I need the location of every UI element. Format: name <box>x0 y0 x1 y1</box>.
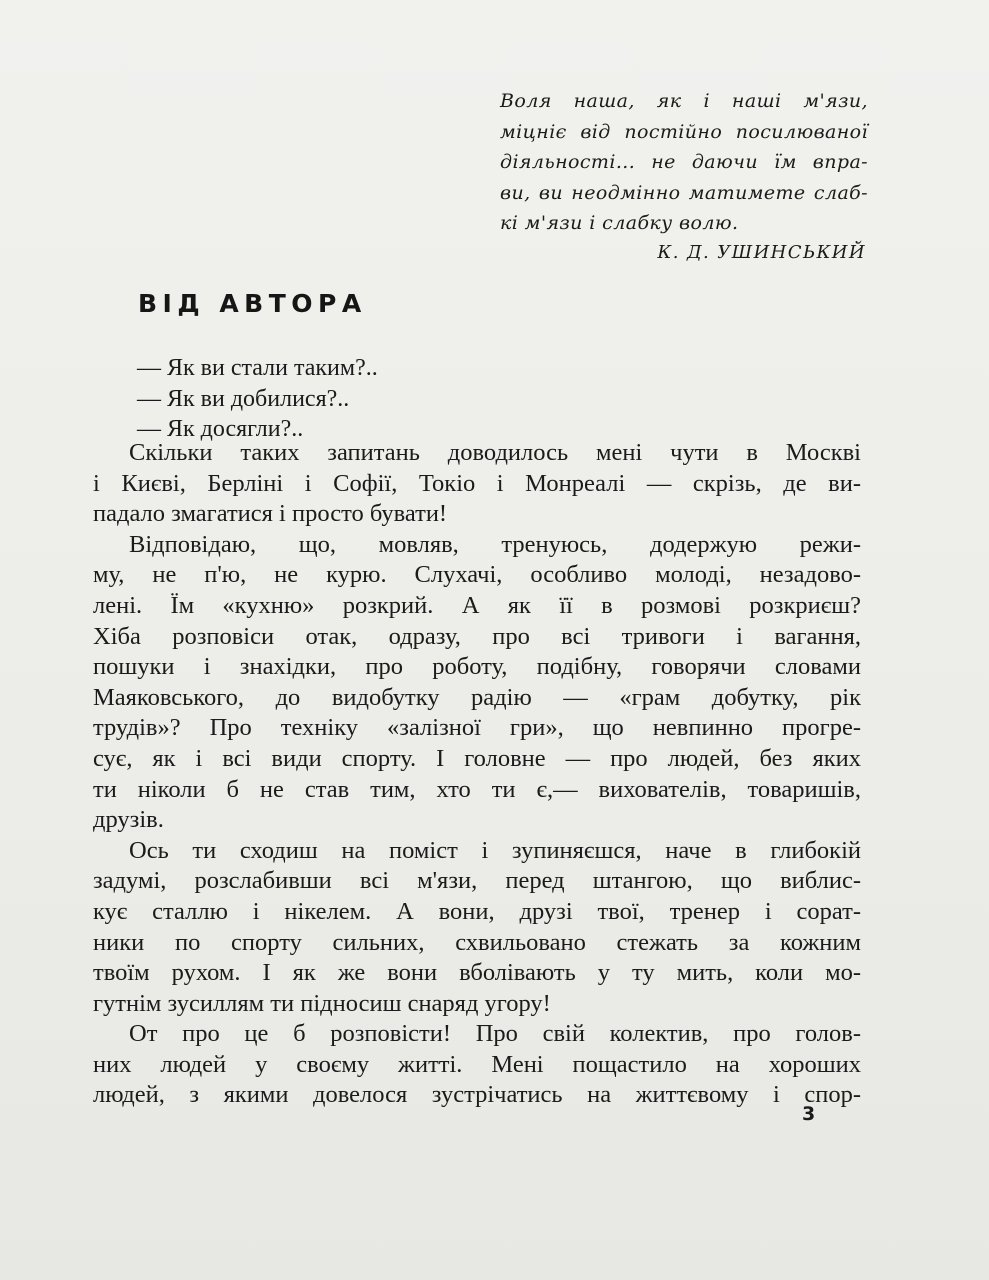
epigraph-line: діяльності... не даючи їм впра- <box>500 151 868 173</box>
dialog-lines <box>137 353 378 445</box>
page-number: 3 <box>802 1103 816 1125</box>
text-line: трудів»? Про техніку «залізної гри», що невпинно прогре- <box>93 714 861 742</box>
text-line: і Києві, Берліні і Софії, Токіо і Монреалі — скрізь, де ви- <box>93 469 861 497</box>
text-line: ти ніколи б не став тим, хто ти є,— вихователів, товаришів, <box>93 775 861 803</box>
text-line: От про це б розповісти! Про свій колектив, про голов- <box>129 1020 861 1048</box>
text-line: людей, з якими довелося зустрічатись на життєвому і спор- <box>93 1081 861 1109</box>
text-line: му, не п'ю, не курю. Слухачі, особливо молоді, незадово- <box>93 561 861 589</box>
text-line: Хіба розповіси отак, одразу, про всі тривоги і вагання, <box>93 622 861 650</box>
paragraph <box>93 530 861 836</box>
epigraph-line: ви, ви неодмінно матимете слаб- <box>500 181 868 204</box>
paragraph <box>93 1019 861 1111</box>
text-line: гутнім зусиллям ти підносиш снаряд угору! <box>93 989 551 1017</box>
text-line: задумі, розслабивши всі м'язи, перед штангою, що виблис- <box>93 867 861 895</box>
text-line: падало змагатися і просто бувати! <box>93 500 448 528</box>
text-line: Відповідаю, що, мовляв, тренуюсь, додержую режи- <box>129 530 861 558</box>
text-line: Ось ти сходиш на поміст і зупиняєшся, наче в глибокій <box>129 836 861 864</box>
text-line: кує сталлю і нікелем. А вони, друзі твої, тренер і сорат- <box>93 897 861 925</box>
text-line: Скільки таких запитань доводилось мені чути в Москві <box>129 439 861 466</box>
epigraph-author: К. Д. УШИНСЬКИЙ <box>657 242 866 263</box>
text-line: пошуки і знахідки, про роботу, подібну, говорячи словами <box>93 653 861 681</box>
text-line: них людей у своєму житті. Мені пощастило на хороших <box>93 1050 861 1078</box>
paragraph <box>93 438 861 530</box>
epigraph-line: Воля наша, як і наші м'язи, <box>500 90 868 112</box>
dialog-line: — Як ви добилися?.. <box>137 385 350 412</box>
dialog-line: — Як досягли?.. <box>137 416 304 442</box>
paragraph <box>93 836 861 1020</box>
text-line: друзів. <box>93 806 164 834</box>
chapter-heading: ВІД АВТОРА <box>138 289 367 318</box>
text-line: ники по спорту сильних, схвильовано стежать за кожним <box>93 928 861 956</box>
text-line: лені. Їм «кухню» розкрий. А як її в розмові розкриєш? <box>93 591 861 619</box>
text-line: твоїм рухом. І як же вони вболівають у ту мить, коли мо- <box>93 959 861 987</box>
text-line: Маяковського, до видобутку радію — «грам добутку, рік <box>93 683 861 711</box>
epigraph-line: міцніє від постійно посилюваної <box>500 120 868 143</box>
text-line: сує, як і всі види спорту. І головне — про людей, без яких <box>93 744 861 772</box>
epigraph <box>500 86 868 239</box>
epigraph-line: кі м'язи і слабку волю. <box>500 212 739 234</box>
body-text <box>93 438 861 1111</box>
dialog-line: — Як ви стали таким?.. <box>137 355 378 381</box>
